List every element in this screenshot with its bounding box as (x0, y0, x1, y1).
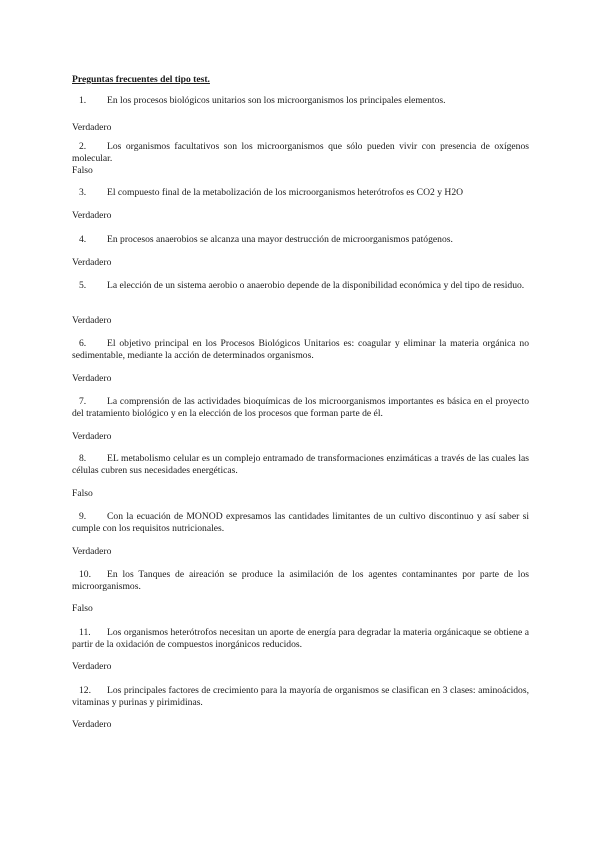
answer-9: Verdadero (72, 546, 112, 557)
question-number: 10. (79, 569, 91, 580)
question-text: En los Tanques de aireación se produce la asimilación de los agentes contaminantes por parte de los microorganismos. (72, 569, 529, 592)
question-2 (72, 141, 529, 165)
answer-11: Verdadero (72, 661, 112, 672)
answer-1: Verdadero (72, 122, 112, 133)
question-5 (72, 280, 529, 292)
question-number: 6. (79, 338, 87, 349)
question-7 (72, 396, 529, 420)
question-text: La comprensión de las actividades bioquímicas de los microorganismos importantes es básica en el proyecto del tratamiento biológico y en la elección de los procesos que forman parte de él. (72, 396, 529, 419)
page-title: Preguntas frecuentes del tipo test. (72, 74, 210, 85)
answer-6: Verdadero (72, 373, 112, 384)
question-text: Con la ecuación de MONOD expresamos las cantidades limitantes de un cultivo discontinuo y así saber si cumple con los requisitos nutricionales. (72, 511, 529, 534)
question-text: Los organismos facultativos son los microorganismos que sólo pueden vivir con presencia de oxígenos molecular. (72, 141, 529, 164)
question-6 (72, 338, 529, 362)
question-number: 7. (79, 396, 87, 407)
answer-12: Verdadero (72, 719, 112, 730)
answer-5: Verdadero (72, 315, 112, 326)
question-number: 4. (79, 234, 87, 245)
question-number: 2. (79, 141, 87, 152)
question-text: En procesos anaerobios se alcanza una mayor destrucción de microorganismos patógenos. (107, 234, 453, 245)
question-number: 3. (79, 187, 87, 198)
question-1 (72, 95, 529, 107)
answer-3: Verdadero (72, 210, 112, 221)
question-text: El objetivo principal en los Procesos Biológicos Unitarios es: coagular y eliminar la materia orgánica no sedimentable, mediante la acción de determinados organismos. (72, 338, 529, 361)
question-number: 12. (79, 685, 91, 696)
answer-7: Verdadero (72, 431, 112, 442)
question-number: 1. (79, 95, 87, 106)
question-number: 5. (79, 280, 87, 291)
question-number: 9. (79, 511, 87, 522)
question-11 (72, 627, 529, 651)
answer-2: Falso (72, 165, 93, 176)
answer-4: Verdadero (72, 257, 112, 268)
question-9 (72, 511, 529, 535)
question-text: El compuesto final de la metabolización de los microorganismos heterótrofos es CO2 y H2O (107, 187, 464, 198)
question-number: 11. (79, 627, 91, 638)
question-text: EL metabolismo celular es un complejo entramado de transformaciones enzimáticas a través de las cuales las células cubren sus necesidades energéticas. (72, 453, 529, 476)
question-text: Los organismos heterótrofos necesitan un aporte de energía para degradar la materia orgánicaque se obtiene a partir de la oxidación de compuestos inorgánicos reducidos. (72, 627, 529, 650)
question-8 (72, 453, 529, 477)
answer-10: Falso (72, 603, 93, 614)
question-12 (72, 685, 529, 709)
question-number: 8. (79, 453, 87, 464)
question-text: En los procesos biológicos unitarios son los microorganismos los principales elementos. (107, 95, 446, 106)
answer-8: Falso (72, 488, 93, 499)
question-text: La elección de un sistema aerobio o anaerobio depende de la disponibilidad económica y del tipo de residuo. (107, 280, 525, 291)
question-text: Los principales factores de crecimiento para la mayoría de organismos se clasifican en 3 clases: aminoácidos, vitaminas y purinas y pirimidinas. (72, 685, 529, 708)
question-10 (72, 569, 529, 593)
question-4 (72, 234, 529, 246)
question-3 (72, 187, 529, 199)
